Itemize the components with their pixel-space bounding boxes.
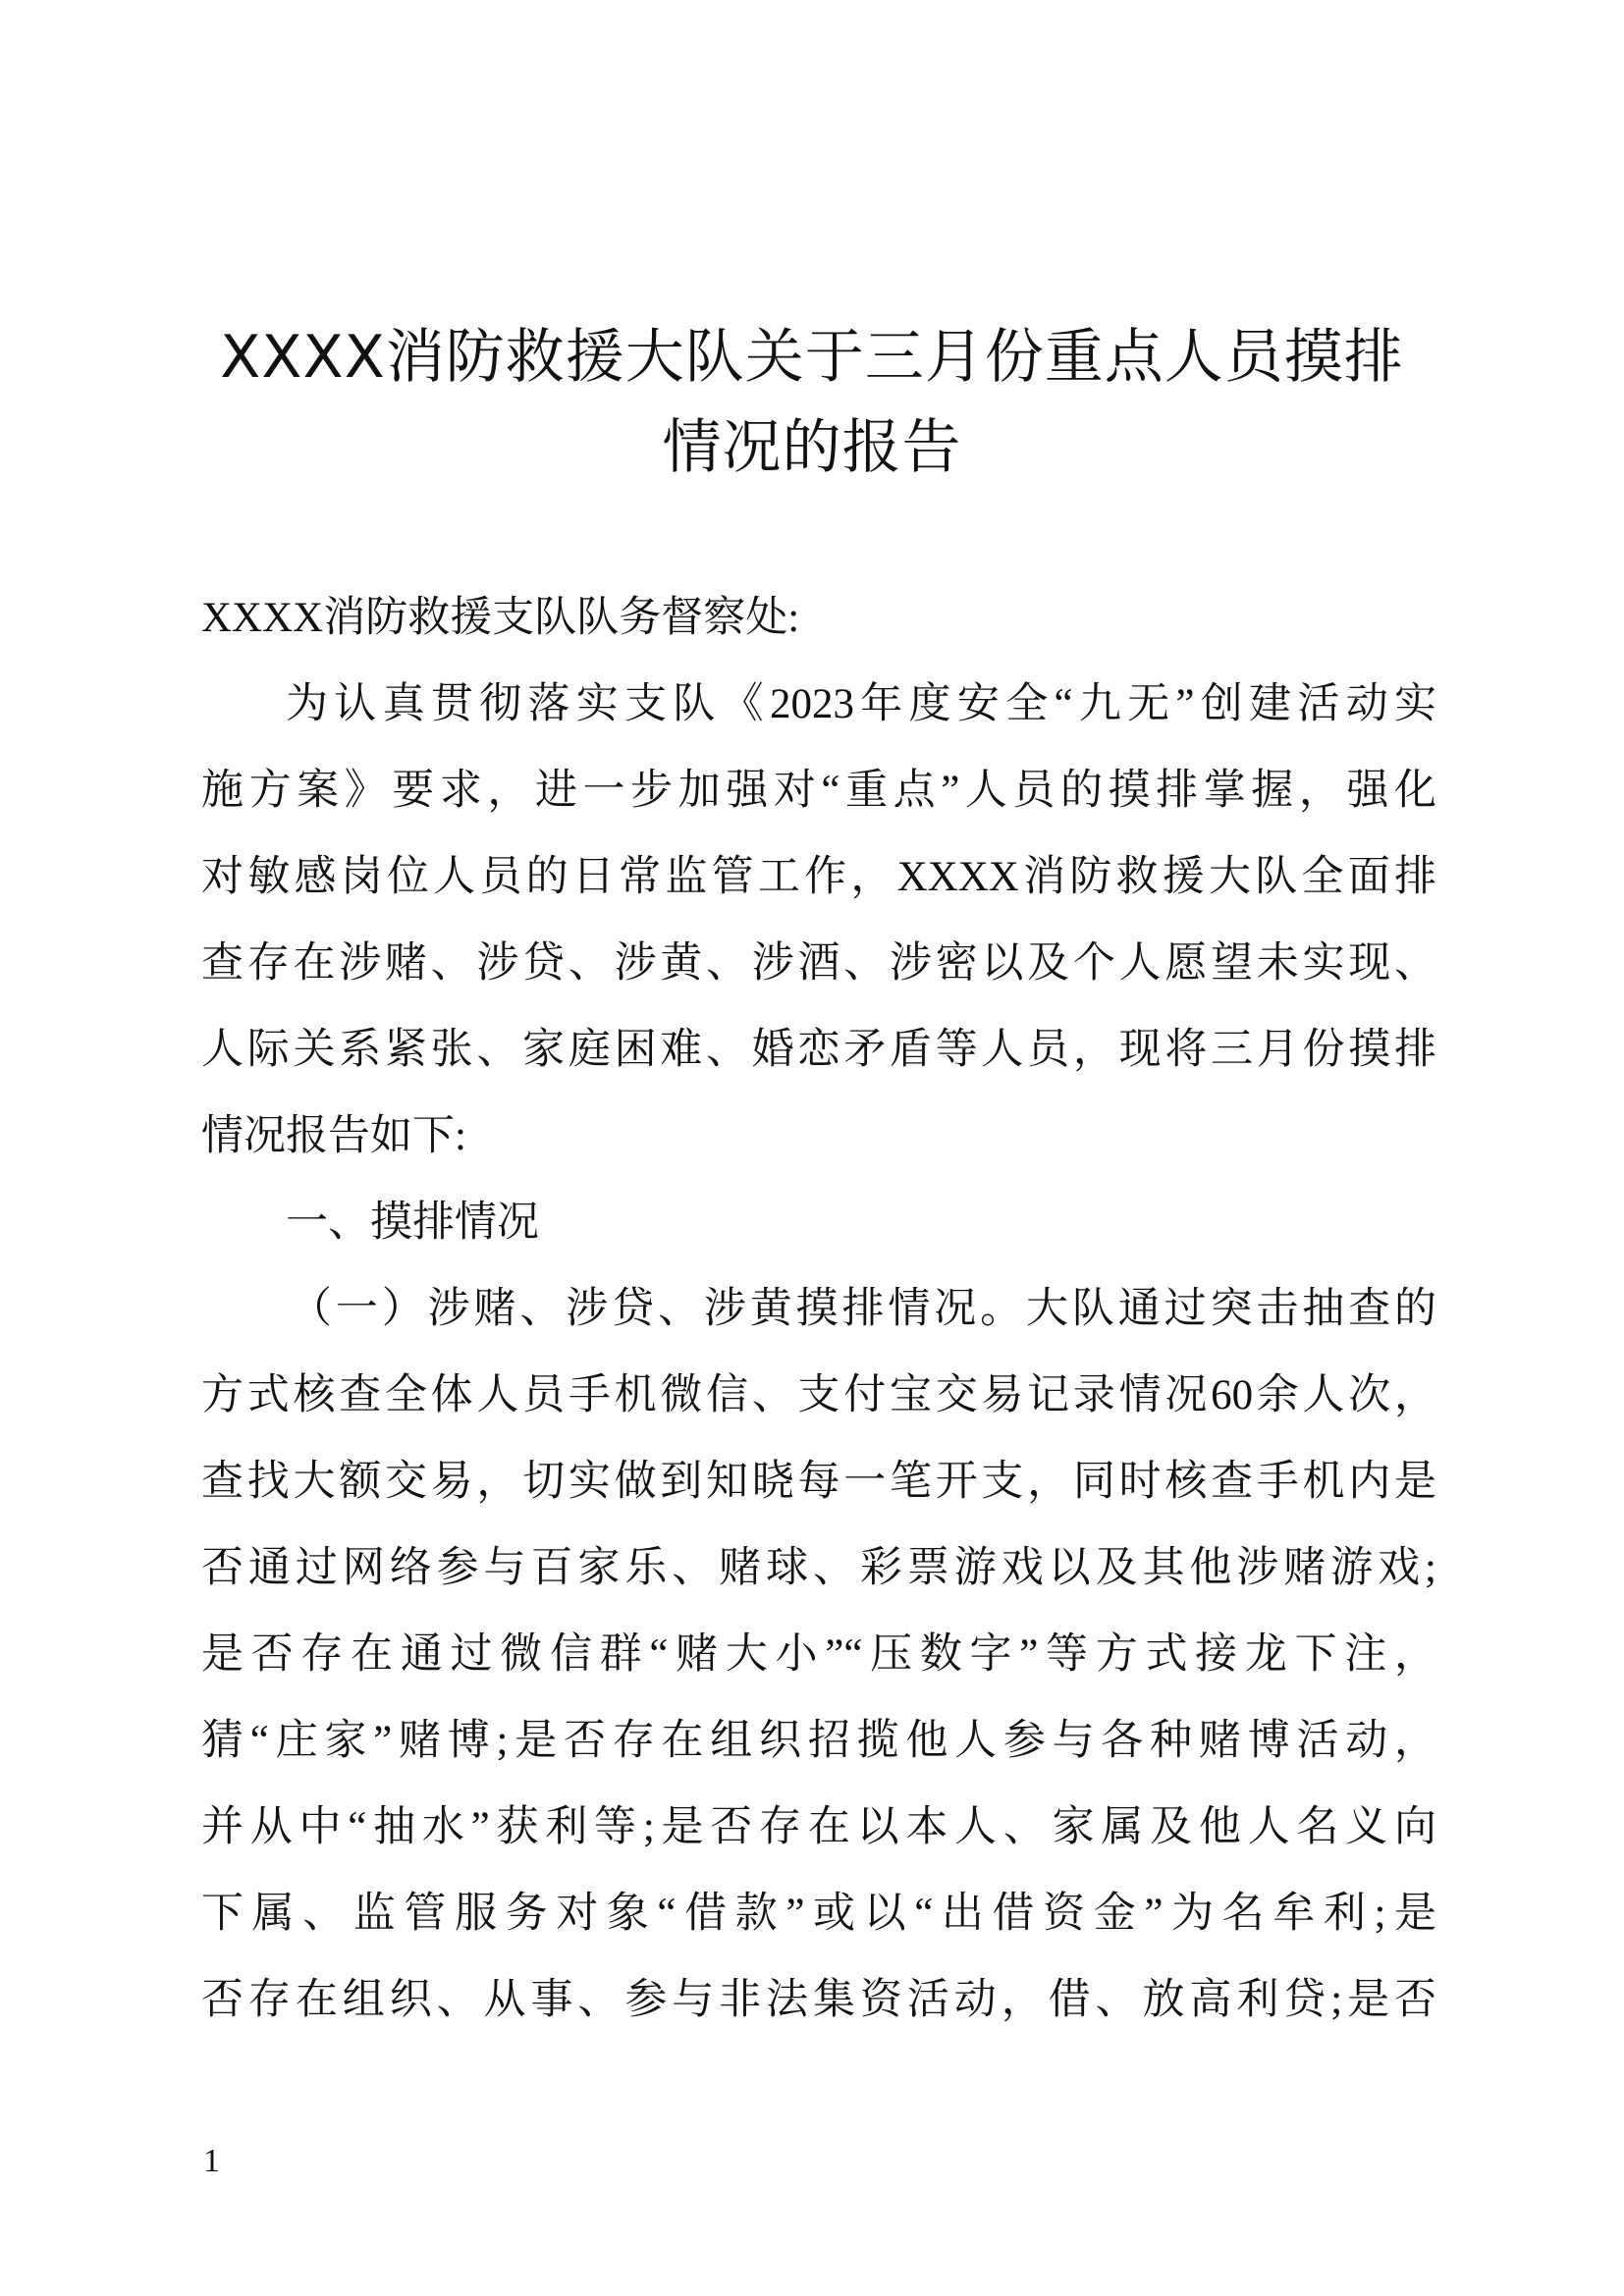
document-body — [201, 575, 1436, 2044]
paragraph-intro — [201, 662, 1436, 1180]
paragraph-line: 施方案》要求，进一步加强对“重点”人员的摸排掌握，强化 — [201, 768, 1436, 814]
addressee: XXXX消防救援支队队务督察处: — [201, 595, 800, 641]
paragraph-line: （一）涉赌、涉贷、涉黄摸排情况。大队通过突击抽查的 — [290, 1286, 1436, 1332]
title-line-1: XXXX消防救援大队关于三月份重点人员摸排 — [220, 323, 1404, 392]
paragraph-line: 否通过网络参与百家乐、赌球、彩票游戏以及其他涉赌游戏; — [201, 1545, 1436, 1591]
page-number: 1 — [203, 2143, 220, 2179]
paragraph-line: 情况报告如下: — [201, 1113, 466, 1159]
paragraph-line: 否存在组织、从事、参与非法集资活动，借、放高利贷;是否 — [201, 1977, 1436, 2023]
document-title — [196, 312, 1428, 493]
paragraph-line: 人际关系紧张、家庭困难、婚恋矛盾等人员，现将三月份摸排 — [201, 1027, 1436, 1073]
paragraph-line: 并从中“抽水”获利等;是否存在以本人、家属及他人名义向 — [201, 1804, 1436, 1850]
section-heading: 一、摸排情况 — [286, 1200, 539, 1246]
paragraph-line: 为认真贯彻落实支队《2023年度安全“九无”创建活动实 — [286, 681, 1436, 727]
paragraph-line: 查找大额交易，切实做到知晓每一笔开支，同时核查手机内是 — [201, 1459, 1436, 1505]
paragraph-line: 查存在涉赌、涉贷、涉黄、涉酒、涉密以及个人愿望未实现、 — [201, 940, 1436, 987]
paragraph-line: 下属、监管服务对象“借款”或以“出借资金”为名牟利;是 — [201, 1891, 1436, 1937]
paragraph-section-1 — [201, 1266, 1436, 2044]
title-line-2: 情况的报告 — [662, 413, 962, 482]
paragraph-line: 方式核查全体人员手机微信、支付宝交易记录情况60余人次， — [201, 1372, 1436, 1418]
paragraph-line: 对敏感岗位人员的日常监管工作，XXXX消防救援大队全面排 — [201, 854, 1436, 900]
paragraph-line: 是否存在通过微信群“赌大小”“压数字”等方式接龙下注， — [201, 1631, 1436, 1678]
paragraph-line: 猜“庄家”赌博;是否存在组织招揽他人参与各种赌博活动， — [201, 1718, 1436, 1764]
